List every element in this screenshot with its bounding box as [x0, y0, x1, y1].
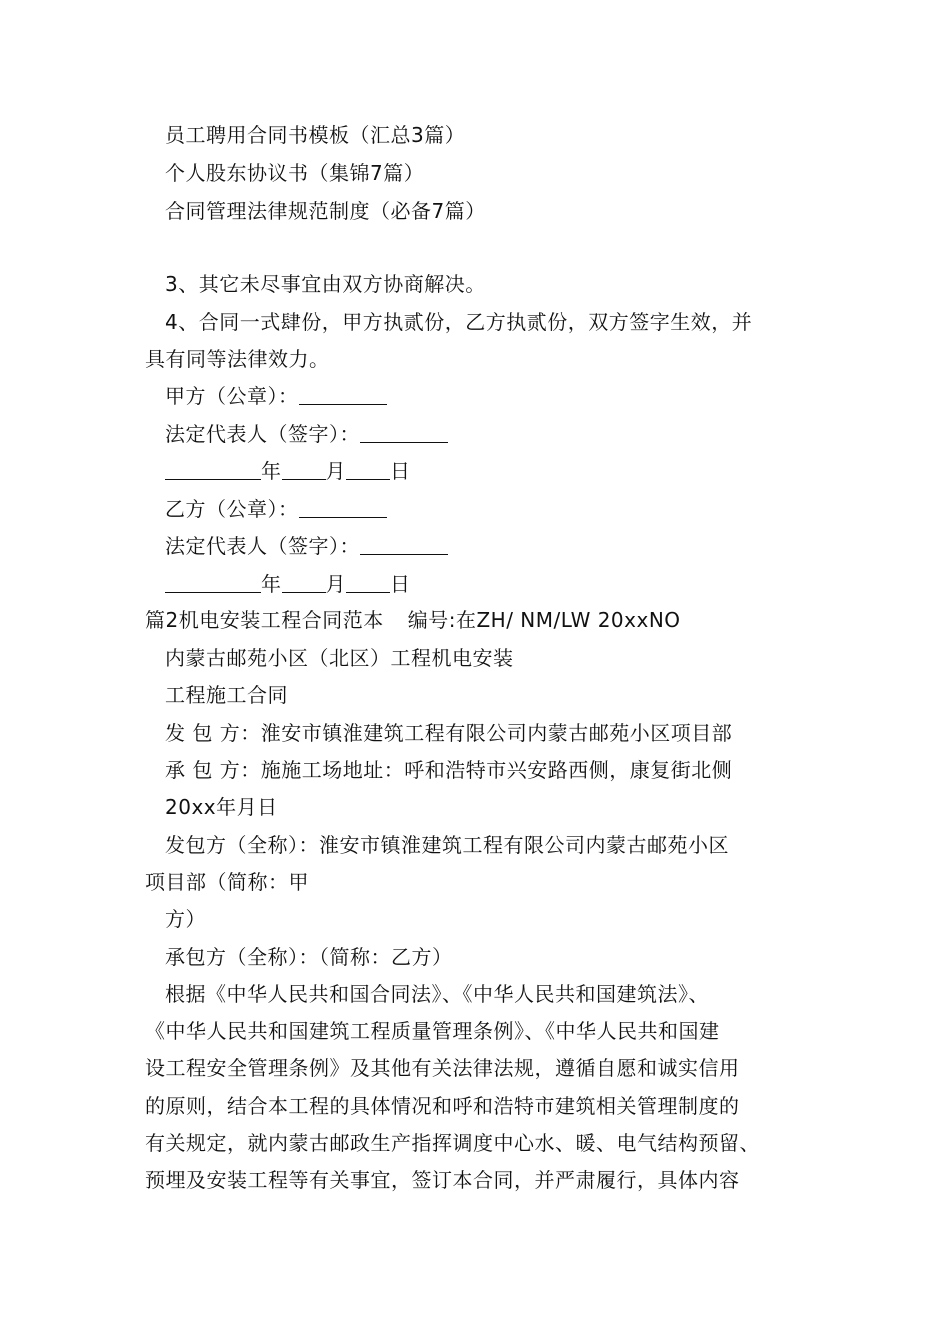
party-b-representative — [165, 532, 448, 560]
day-blank — [346, 459, 390, 480]
body-line-6: 预埋及安装工程等有关事宜，签订本合同，并严肃履行，具体内容 — [145, 1168, 740, 1192]
month-blank — [282, 572, 326, 593]
party-b-date — [165, 570, 411, 598]
party-a-date — [165, 457, 411, 485]
employer-line: 发 包 方：淮安市镇淮建筑工程有限公司内蒙古邮苑小区项目部 — [165, 721, 733, 745]
contractor-line: 承 包 方：施施工场地址：呼和浩特市兴安路西侧，康复街北侧 — [165, 758, 733, 782]
party-a-seal-label: 甲方（公章）： — [165, 384, 299, 408]
contract-number: 编号:在ZH/ NM/LW 20xxNO — [407, 608, 681, 632]
party-b-seal-blank — [299, 497, 387, 518]
contract-date: 20xx年月日 — [165, 795, 278, 819]
day-label: 日 — [390, 459, 411, 483]
month-blank — [282, 459, 326, 480]
year-blank — [165, 459, 261, 480]
party-a-rep-blank — [360, 422, 448, 443]
body-line-1: 根据《中华人民共和国合同法》、《中华人民共和国建筑法》、 — [165, 982, 709, 1006]
day-blank — [346, 572, 390, 593]
body-line-5: 有关规定，就内蒙古邮政生产指挥调度中心水、暖、电气结构预留、 — [145, 1131, 760, 1155]
employer-full-line-3: 方） — [165, 907, 206, 931]
body-line-2: 《中华人民共和国建筑工程质量管理条例》、《中华人民共和国建 — [145, 1019, 720, 1043]
related-link-2[interactable]: 个人股东协议书（集锦7篇） — [165, 161, 425, 185]
party-b-seal — [165, 495, 387, 523]
employer-full-line-1: 发包方（全称）：淮安市镇淮建筑工程有限公司内蒙古邮苑小区 — [165, 833, 729, 857]
day-label: 日 — [390, 572, 411, 596]
body-line-3: 设工程安全管理条例》及其他有关法律法规，遵循自愿和诚实信用 — [145, 1056, 740, 1080]
year-label: 年 — [261, 459, 282, 483]
related-link-1[interactable]: 员工聘用合同书模板（汇总3篇） — [165, 123, 466, 147]
party-a-seal-blank — [299, 384, 387, 405]
related-link-3[interactable]: 合同管理法律规范制度（必备7篇） — [165, 199, 486, 223]
party-b-seal-label: 乙方（公章）： — [165, 497, 299, 521]
year-blank — [165, 572, 261, 593]
body-line-4: 的原则，结合本工程的具体情况和呼和浩特市建筑相关管理制度的 — [145, 1094, 740, 1118]
section-2-heading: 篇2机电安装工程合同范本 — [145, 608, 384, 632]
clause-4-line-2: 具有同等法律效力。 — [145, 347, 330, 371]
project-title-line-1: 内蒙古邮苑小区（北区）工程机电安装 — [165, 646, 514, 670]
party-b-rep-label: 法定代表人（签字）： — [165, 534, 360, 558]
clause-4-line-1: 4、合同一式肆份，甲方执贰份，乙方执贰份，双方签字生效，并 — [165, 310, 753, 334]
party-a-representative — [165, 420, 448, 448]
month-label: 月 — [325, 459, 346, 483]
section-2-heading-line — [145, 606, 681, 634]
month-label: 月 — [325, 572, 346, 596]
party-b-rep-blank — [360, 534, 448, 555]
party-a-rep-label: 法定代表人（签字）： — [165, 422, 360, 446]
contractor-full: 承包方（全称）：（简称：乙方） — [165, 945, 453, 969]
party-a-seal — [165, 382, 387, 410]
year-label: 年 — [261, 572, 282, 596]
clause-3: 3、其它未尽事宜由双方协商解决。 — [165, 272, 486, 296]
project-title-line-2: 工程施工合同 — [165, 683, 288, 707]
employer-full-line-2: 项目部（简称：甲 — [145, 870, 309, 894]
